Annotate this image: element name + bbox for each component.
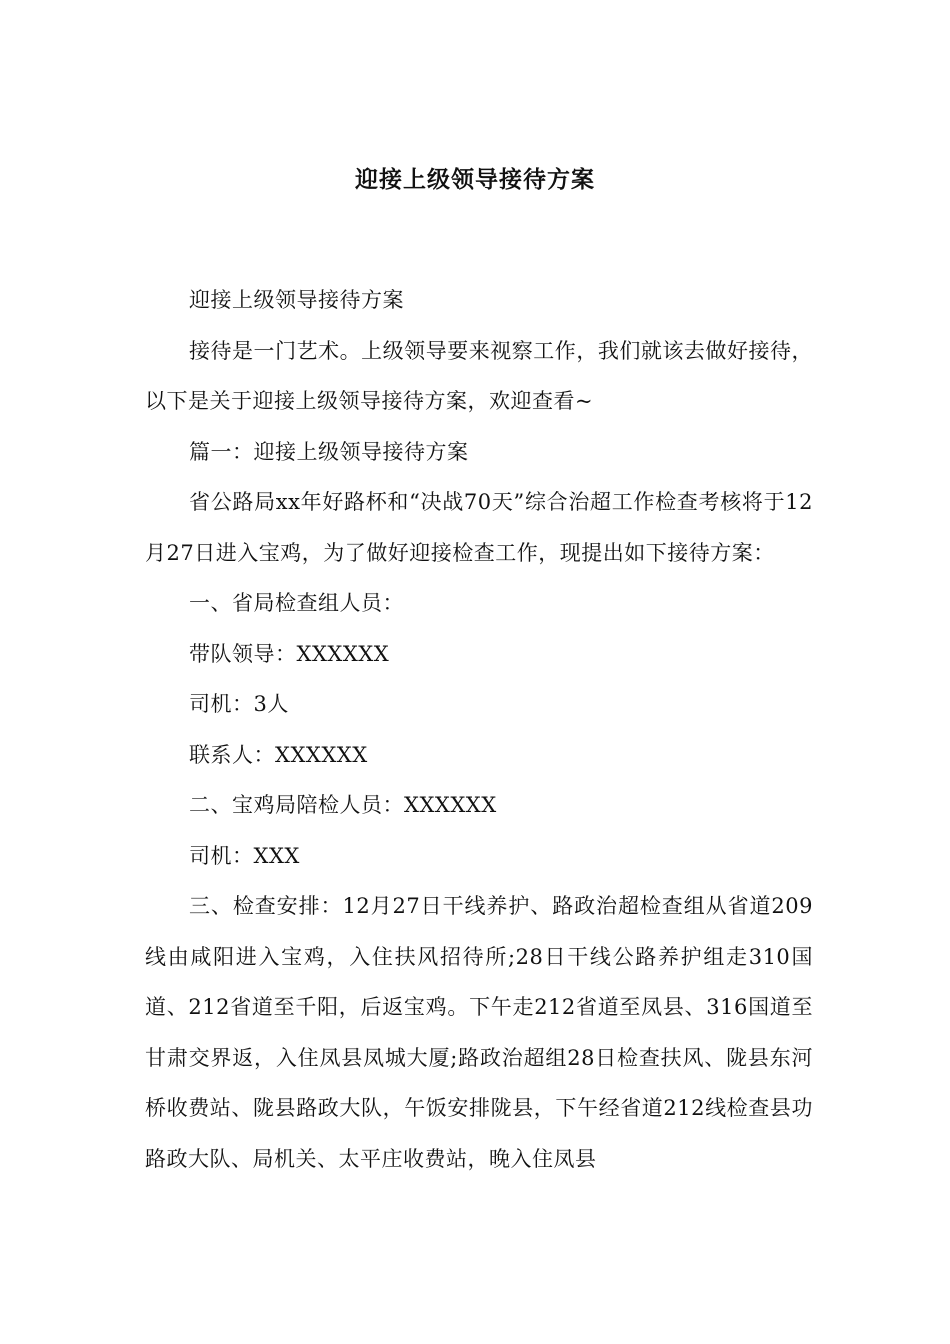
paragraph-section-title: 篇一：迎接上级领导接待方案: [189, 439, 469, 464]
paragraph-overview: 省公路局xx年好路杯和“决战70天”综合治超工作检查考核将于12月27日进入宝鸡，为了做好迎接检查工作，现提出如下接待方案：: [145, 490, 813, 565]
paragraph-intro: 接待是一门艺术。上级领导要来视察工作，我们就该去做好接待，以下是关于迎接上级领导接待方案，欢迎查看~: [145, 338, 813, 413]
document-body: [145, 275, 813, 1184]
paragraph-contact: 联系人：XXXXXX: [189, 742, 368, 767]
paragraph-schedule: 三、检查安排：12月27日干线养护、路政治超检查组从省道209线由咸阳进入宝鸡，入住扶风招待所;28日干线公路养护组走310国道、212省道至千阳，后返宝鸡。下午走212省道至凤县、316国道至甘肃交界返，入住凤县凤城大厦;路政治超组28日检查扶风、陇县东河桥收费站、陇县路政大队，午饭安排陇县，下午经省道212线检查县功路政大队、局机关、太平庄收费站，晚入住凤县: [145, 894, 813, 1171]
paragraph-drivers: 司机：3人: [189, 692, 289, 716]
paragraph-inspection-team-heading: 一、省局检查组人员：: [189, 591, 404, 615]
paragraph-local-driver: 司机：XXX: [189, 843, 300, 868]
paragraph-local-escort: 二、宝鸡局陪检人员：XXXXXX: [189, 793, 497, 817]
paragraph-heading-repeat: 迎接上级领导接待方案: [189, 288, 404, 312]
document-title: 迎接上级领导接待方案: [355, 167, 595, 193]
paragraph-team-leader: 带队领导：XXXXXX: [189, 641, 390, 666]
